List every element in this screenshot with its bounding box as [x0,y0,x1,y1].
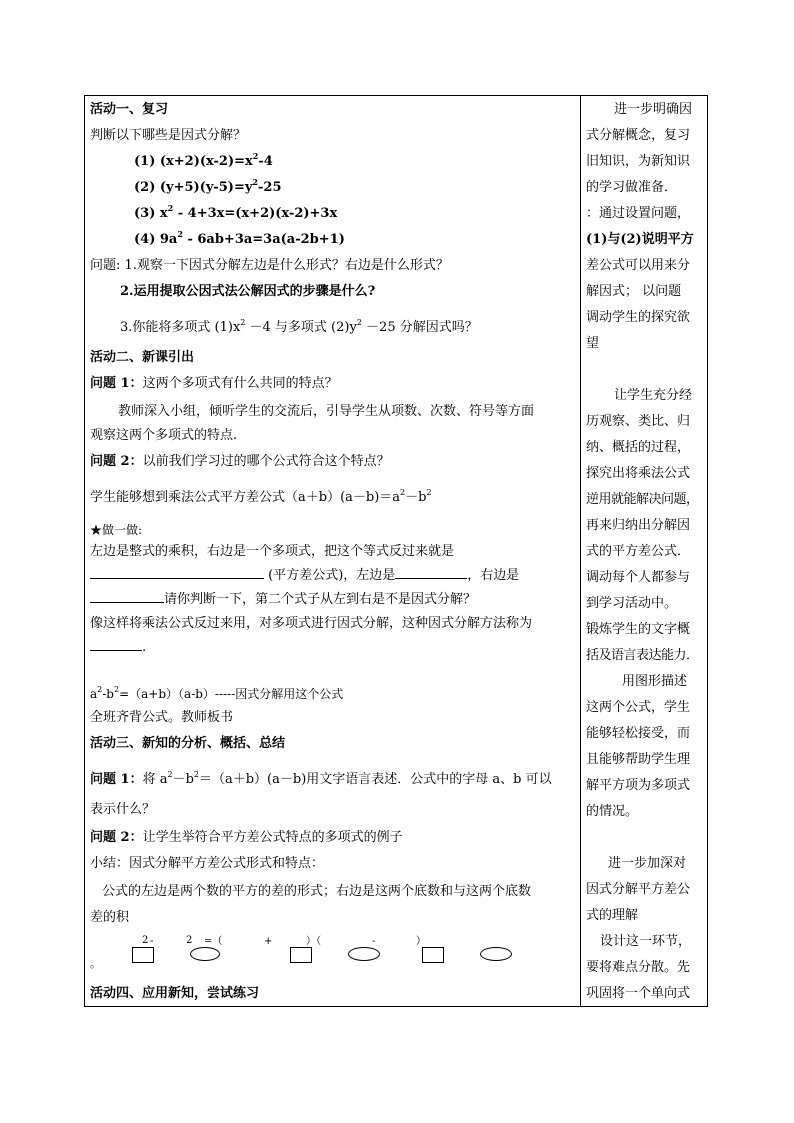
example-4: (4) $9a^2 - 6ab+3a=3a(a-2b+1)$ [134,229,345,247]
activity-4-title: 活动四、应用新知，尝试练习 [90,986,260,1001]
try-it-line-1: 左边是整式的乘积，右边是一个多项式，把这个等式反过来就是 [90,544,455,559]
note-line-2: 式分解概念，复习 [586,128,691,143]
note-line-29: 因式分解平方差公 [586,882,691,897]
note-line-32: 要将难点分散。先 [586,960,691,975]
note-line-12: 历观察、类比、归 [586,414,691,429]
question-2: 2.运用提取公因式法公解因式的步骤是什么? [120,284,376,299]
shape-minus-2: - [372,936,376,947]
example-1: (1) $(x+2)(x-2)=x^2-4$ [134,151,273,169]
column-divider [580,95,581,1007]
oval-1 [190,947,220,961]
note-line-27: 的情况。 [586,804,639,819]
shape-equals-paren: =（ [204,936,223,947]
blank-method-name[interactable] [90,638,142,651]
problem-1-desc-2: 观察这两个多项式的特点. [90,428,238,443]
shape-minus: - [150,936,154,947]
note-line-17: 式的平方差公式． [586,544,691,559]
note-line-6: (1)与(2)说明平方 [586,232,694,247]
note-line-24: 能够轻松接受，而 [586,726,691,741]
note-line-28: 进一步加深对 [608,856,687,871]
problem-3: 问题 1：将 $a^2-b^2=(a+b)(a-b)$用文字语言表述．公式中的字母 a、b 可以 [90,770,552,787]
summary-title: 小结：因式分解平方差公式形式和特点： [90,856,325,871]
note-line-11: 让学生充分经 [614,388,693,403]
note-line-20: 锻炼学生的文字概 [586,622,691,637]
note-line-26: 解平方项为多项式 [586,778,691,793]
activity-2-title: 活动二、新课引出 [90,350,195,365]
shape-formula [90,930,578,970]
problem-1: 问题 1：这两个多项式有什么共同的特点？ [90,376,338,391]
try-it-line-5: . [90,638,146,658]
period-mark: 。 [90,957,101,970]
formula-line: $a^2-b^2=(a+b)(a-b)-----$因式分解用这个公式 [90,685,344,701]
square-box-1 [132,947,154,963]
note-line-31: 设计这一环节， [600,934,692,949]
note-line-15: 逆用就能解决问题， [586,492,699,507]
try-it-line-2: (平方差公式)，左边是 ，右边是 [90,566,519,586]
note-line-3: 旧知识，为新知识 [586,154,691,169]
note-line-18: 调动每个人都参与 [586,570,691,585]
shape-paren-close: ） [416,936,426,947]
note-line-7: 差公式可以用来分 [586,258,691,273]
try-it-line-4: 像这样将乘法公式反过来用，对多项式进行因式分解，这种因式分解方法称为 [90,616,533,631]
summary-line-2: 差的积 [90,910,130,925]
try-it-title: ★做一做: [90,523,143,537]
note-line-13: 纳、概括的过程， [586,440,691,455]
shape-plus: + [264,936,273,947]
try-it-line-3: 请你判断一下，第二个式子从左到右是不是因式分解？ [90,590,476,610]
oval-2 [348,947,380,961]
note-line-14: 探究出将乘法公式 [586,466,691,481]
question-3: 3.你能将多项式 $(1)x^2 -4$ 与多项式 $(2)y^2 -25$ 分解因式吗？ [120,318,478,335]
note-line-30: 式的理解 [586,908,639,923]
note-line-16: 再来归纳出分解因 [586,518,691,533]
note-line-21: 括及语言表达能力． [586,648,699,663]
problem-3-cont: 表示什么？ [90,802,156,817]
activity-1-title: 活动一、复习 [90,102,169,117]
recall-formula: 学生能够想到乘法公式平方差公式$(a+b)(a-b)=a^2-b^2$ [90,488,432,505]
problem-4: 问题 2：让学生举符合平方差公式特点的多项式的例子 [90,830,403,845]
activity-3-title: 活动三、新知的分析、概括、总结 [90,736,286,751]
shape-square-exponent-2: 2 [186,935,193,946]
note-line-10: 望 [586,336,600,351]
note-line-5: ：通过设置问题， [586,206,691,221]
summary-line-1: 公式的左边是两个数的平方的差的形式；右边是这两个底数和与这两个底数 [102,884,532,899]
example-2: (2) $(y+5)(y-5)=y^2-25$ [134,177,282,195]
blank-left-side[interactable] [395,566,467,579]
review-question: 判断以下哪些是因式分解？ [90,128,247,143]
note-line-8: 解因式； 以问题 [586,284,682,299]
class-recite: 全班齐背公式。教师板书 [90,710,234,725]
note-line-9: 调动学生的探究欲 [586,310,691,325]
question-1: 问题: 1.观察一下因式分解左边是什么形式？右边是什么形式？ [90,258,449,273]
note-line-1: 进一步明确因 [614,102,693,117]
problem-2: 问题 2：以前我们学习过的哪个公式符合这个特点？ [90,454,390,469]
note-line-25: 且能够帮助学生理 [586,752,691,767]
square-box-2 [290,947,312,963]
problem-1-desc-1: 教师深入小组，倾听学生的交流后，引导学生从项数、次数、符号等方面 [118,404,535,419]
note-line-19: 到学习活动中。 [586,596,678,611]
shape-paren-mid: ）（ [306,936,321,947]
note-line-4: 的学习做准备． [586,180,678,195]
note-line-33: 巩固将一个单向式 [586,986,691,1001]
shape-square-exponent-1: 2 [142,935,149,946]
note-line-23: 这两个公式，学生 [586,700,691,715]
example-3: (3) $x^2 - 4+3x=(x+2)(x-2)+3x$ [134,203,338,221]
square-box-3 [422,947,444,963]
blank-formula[interactable] [90,566,264,579]
oval-3 [480,947,512,961]
note-line-22: 用图形描述 [622,674,688,689]
blank-right-side[interactable] [90,590,164,603]
